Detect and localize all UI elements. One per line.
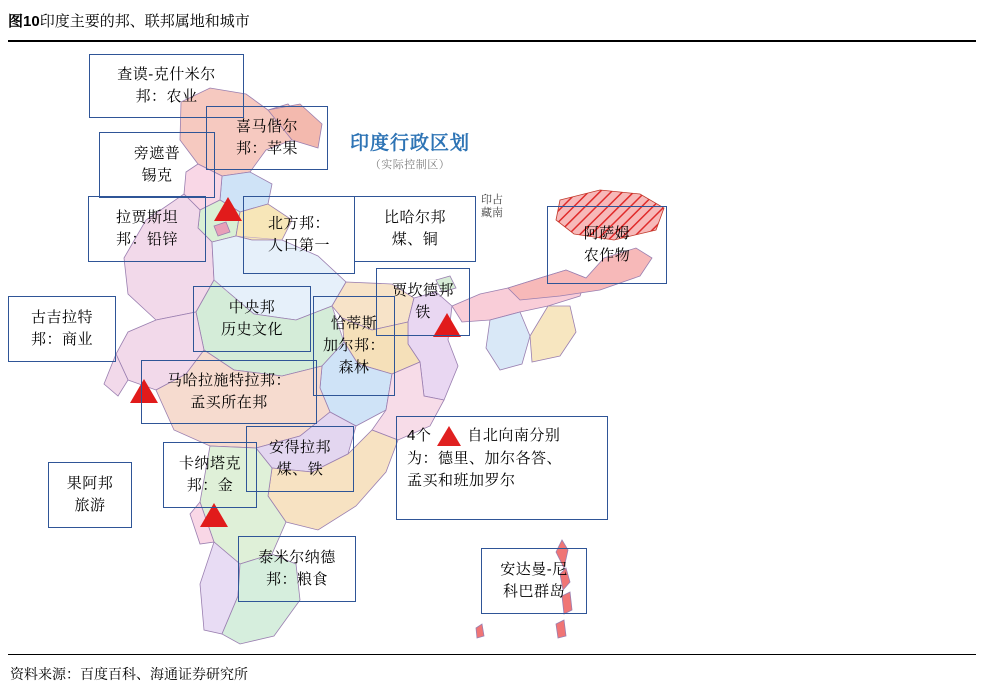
figure-number: 图10 bbox=[8, 13, 40, 30]
header-divider bbox=[8, 40, 976, 42]
label-tamil-nadu: 泰米尔纳德 邦：粮食 bbox=[238, 536, 356, 602]
legend-line-1 bbox=[407, 425, 597, 448]
label-madhya-pradesh: 中央邦 历史文化 bbox=[193, 286, 311, 352]
label-kashmir: 查谟-克什米尔 邦：农业 bbox=[89, 54, 244, 118]
label-jharkhand: 贾坎德邦 铁 bbox=[376, 268, 470, 336]
label-maharashtra: 马哈拉施特拉邦： 孟买所在邦 bbox=[141, 360, 317, 424]
label-karnataka: 卡纳塔克 邦：金 bbox=[163, 442, 257, 508]
triangle-icon bbox=[437, 426, 461, 446]
label-chhattisgarh: 恰蒂斯 加尔邦： 森林 bbox=[313, 296, 395, 396]
label-andhra: 安得拉邦 煤、铁 bbox=[246, 426, 354, 492]
legend-cities bbox=[396, 416, 608, 520]
map-canvas bbox=[0, 44, 984, 650]
map-title: 印度行政区划 bbox=[349, 133, 470, 154]
label-goa: 果阿邦 旅游 bbox=[48, 462, 132, 528]
label-assam: 阿萨姆 农作物 bbox=[547, 206, 667, 284]
label-gujarat: 古吉拉特 邦：商业 bbox=[8, 296, 116, 362]
footer-divider bbox=[8, 654, 976, 655]
label-punjab: 旁遮普 锡克 bbox=[99, 132, 215, 198]
disputed-note-line1: 印占 bbox=[481, 194, 503, 206]
source-note: 资料来源：百度百科、海通证券研究所 bbox=[10, 666, 248, 682]
disputed-note-line2: 藏南 bbox=[481, 207, 503, 220]
label-andaman: 安达曼-尼 科巴群岛 bbox=[481, 548, 587, 614]
label-uttar-pradesh: 北方邦： 人口第一 bbox=[243, 196, 355, 274]
figure-header bbox=[8, 10, 976, 31]
legend-count: 4个 bbox=[407, 427, 432, 444]
legend-line-2: 为：德里、加尔各答、 bbox=[407, 449, 563, 467]
label-rajasthan: 拉贾斯坦 邦：铅锌 bbox=[88, 196, 206, 262]
figure-title: 印度主要的邦、联邦属地和城市 bbox=[39, 13, 250, 30]
legend-line-3: 孟买和班加罗尔 bbox=[407, 472, 516, 489]
disputed-area-note bbox=[474, 194, 510, 220]
map-subtitle: （实际控制区） bbox=[369, 159, 451, 171]
label-bihar: 比哈尔邦 煤、铜 bbox=[354, 196, 476, 262]
legend-direction: 自北向南分别 bbox=[467, 427, 561, 444]
city-marker-delhi bbox=[214, 197, 242, 221]
label-himachal: 喜马偕尔 邦：苹果 bbox=[206, 106, 328, 170]
